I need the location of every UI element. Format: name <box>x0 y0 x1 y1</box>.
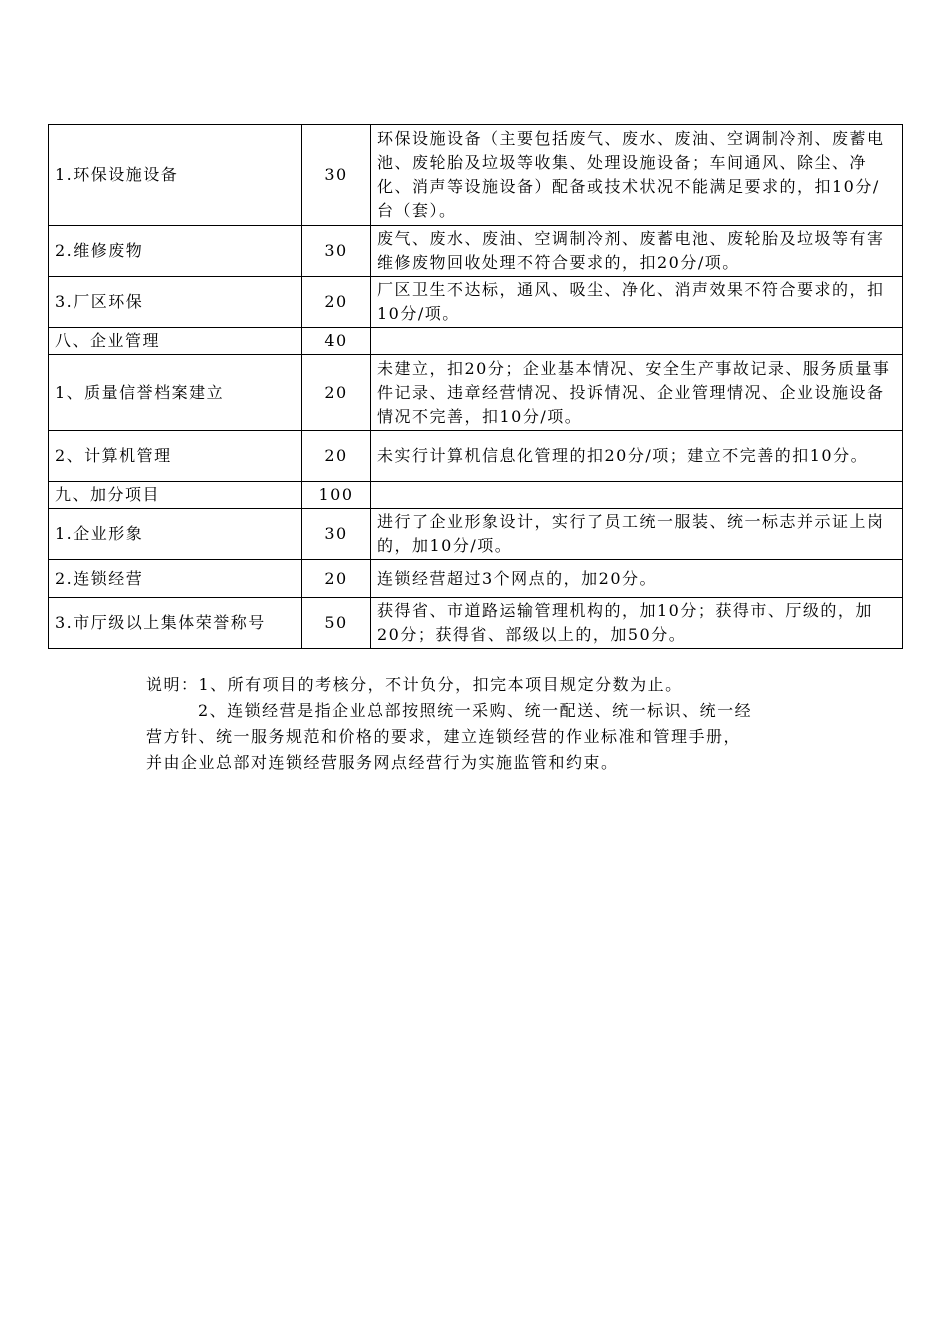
table-row <box>49 355 903 431</box>
item-cell: 1.环保设施设备 <box>49 125 302 226</box>
score-cell: 20 <box>302 431 371 482</box>
score-cell: 30 <box>302 125 371 226</box>
item-cell: 3.市厅级以上集体荣誉称号 <box>49 598 302 649</box>
note-line: 说明：1、所有项目的考核分，不计负分，扣完本项目规定分数为止。 <box>146 675 683 694</box>
table-row <box>49 277 903 328</box>
score-cell: 30 <box>302 226 371 277</box>
description-cell: 获得省、市道路运输管理机构的，加10分；获得市、厅级的，加20分；获得省、部级以上的，加50分。 <box>371 598 903 649</box>
description-cell: 未建立，扣20分；企业基本情况、安全生产事故记录、服务质量事件记录、违章经营情况、投诉情况、企业管理情况、企业设施设备情况不完善，扣10分/项。 <box>371 355 903 431</box>
description-cell: 厂区卫生不达标，通风、吸尘、净化、消声效果不符合要求的，扣10分/项。 <box>371 277 903 328</box>
item-cell: 2.维修废物 <box>49 226 302 277</box>
table-row <box>49 509 903 560</box>
table-row <box>49 328 903 355</box>
section-heading-cell: 九、加分项目 <box>49 482 302 509</box>
score-cell: 100 <box>302 482 371 509</box>
table-row <box>49 598 903 649</box>
description-cell <box>371 482 903 509</box>
description-cell: 未实行计算机信息化管理的扣20分/项；建立不完善的扣10分。 <box>371 431 903 482</box>
note-line: 并由企业总部对连锁经营服务网点经营行为实施监管和约束。 <box>146 753 619 772</box>
table-row <box>49 560 903 598</box>
scoring-table <box>48 124 903 649</box>
description-cell <box>371 328 903 355</box>
score-cell: 40 <box>302 328 371 355</box>
item-cell: 1.企业形象 <box>49 509 302 560</box>
item-cell: 3.厂区环保 <box>49 277 302 328</box>
score-cell: 30 <box>302 509 371 560</box>
table-row <box>49 226 903 277</box>
score-cell: 20 <box>302 355 371 431</box>
note-line: 2、连锁经营是指企业总部按照统一采购、统一配送、统一标识、统一经 <box>198 701 753 720</box>
note-line: 营方针、统一服务规范和价格的要求，建立连锁经营的作业标准和管理手册， <box>146 727 742 746</box>
description-cell: 连锁经营超过3个网点的，加20分。 <box>371 560 903 598</box>
score-cell: 50 <box>302 598 371 649</box>
description-cell: 进行了企业形象设计，实行了员工统一服装、统一标志并示证上岗的，加10分/项。 <box>371 509 903 560</box>
table-row <box>49 482 903 509</box>
item-cell: 1、质量信誉档案建立 <box>49 355 302 431</box>
score-cell: 20 <box>302 560 371 598</box>
table-row <box>49 125 903 226</box>
description-cell: 废气、废水、废油、空调制冷剂、废蓄电池、废轮胎及垃圾等有害维修废物回收处理不符合要求的，扣20分/项。 <box>371 226 903 277</box>
description-cell: 环保设施设备（主要包括废气、废水、废油、空调制冷剂、废蓄电池、废轮胎及垃圾等收集、处理设施设备；车间通风、除尘、净化、消声等设施设备）配备或技术状况不能满足要求的，扣10分/台（套）。 <box>371 125 903 226</box>
item-cell: 2.连锁经营 <box>49 560 302 598</box>
item-cell: 2、计算机管理 <box>49 431 302 482</box>
table-row <box>49 431 903 482</box>
notes-section <box>146 672 826 776</box>
score-cell: 20 <box>302 277 371 328</box>
section-heading-cell: 八、企业管理 <box>49 328 302 355</box>
